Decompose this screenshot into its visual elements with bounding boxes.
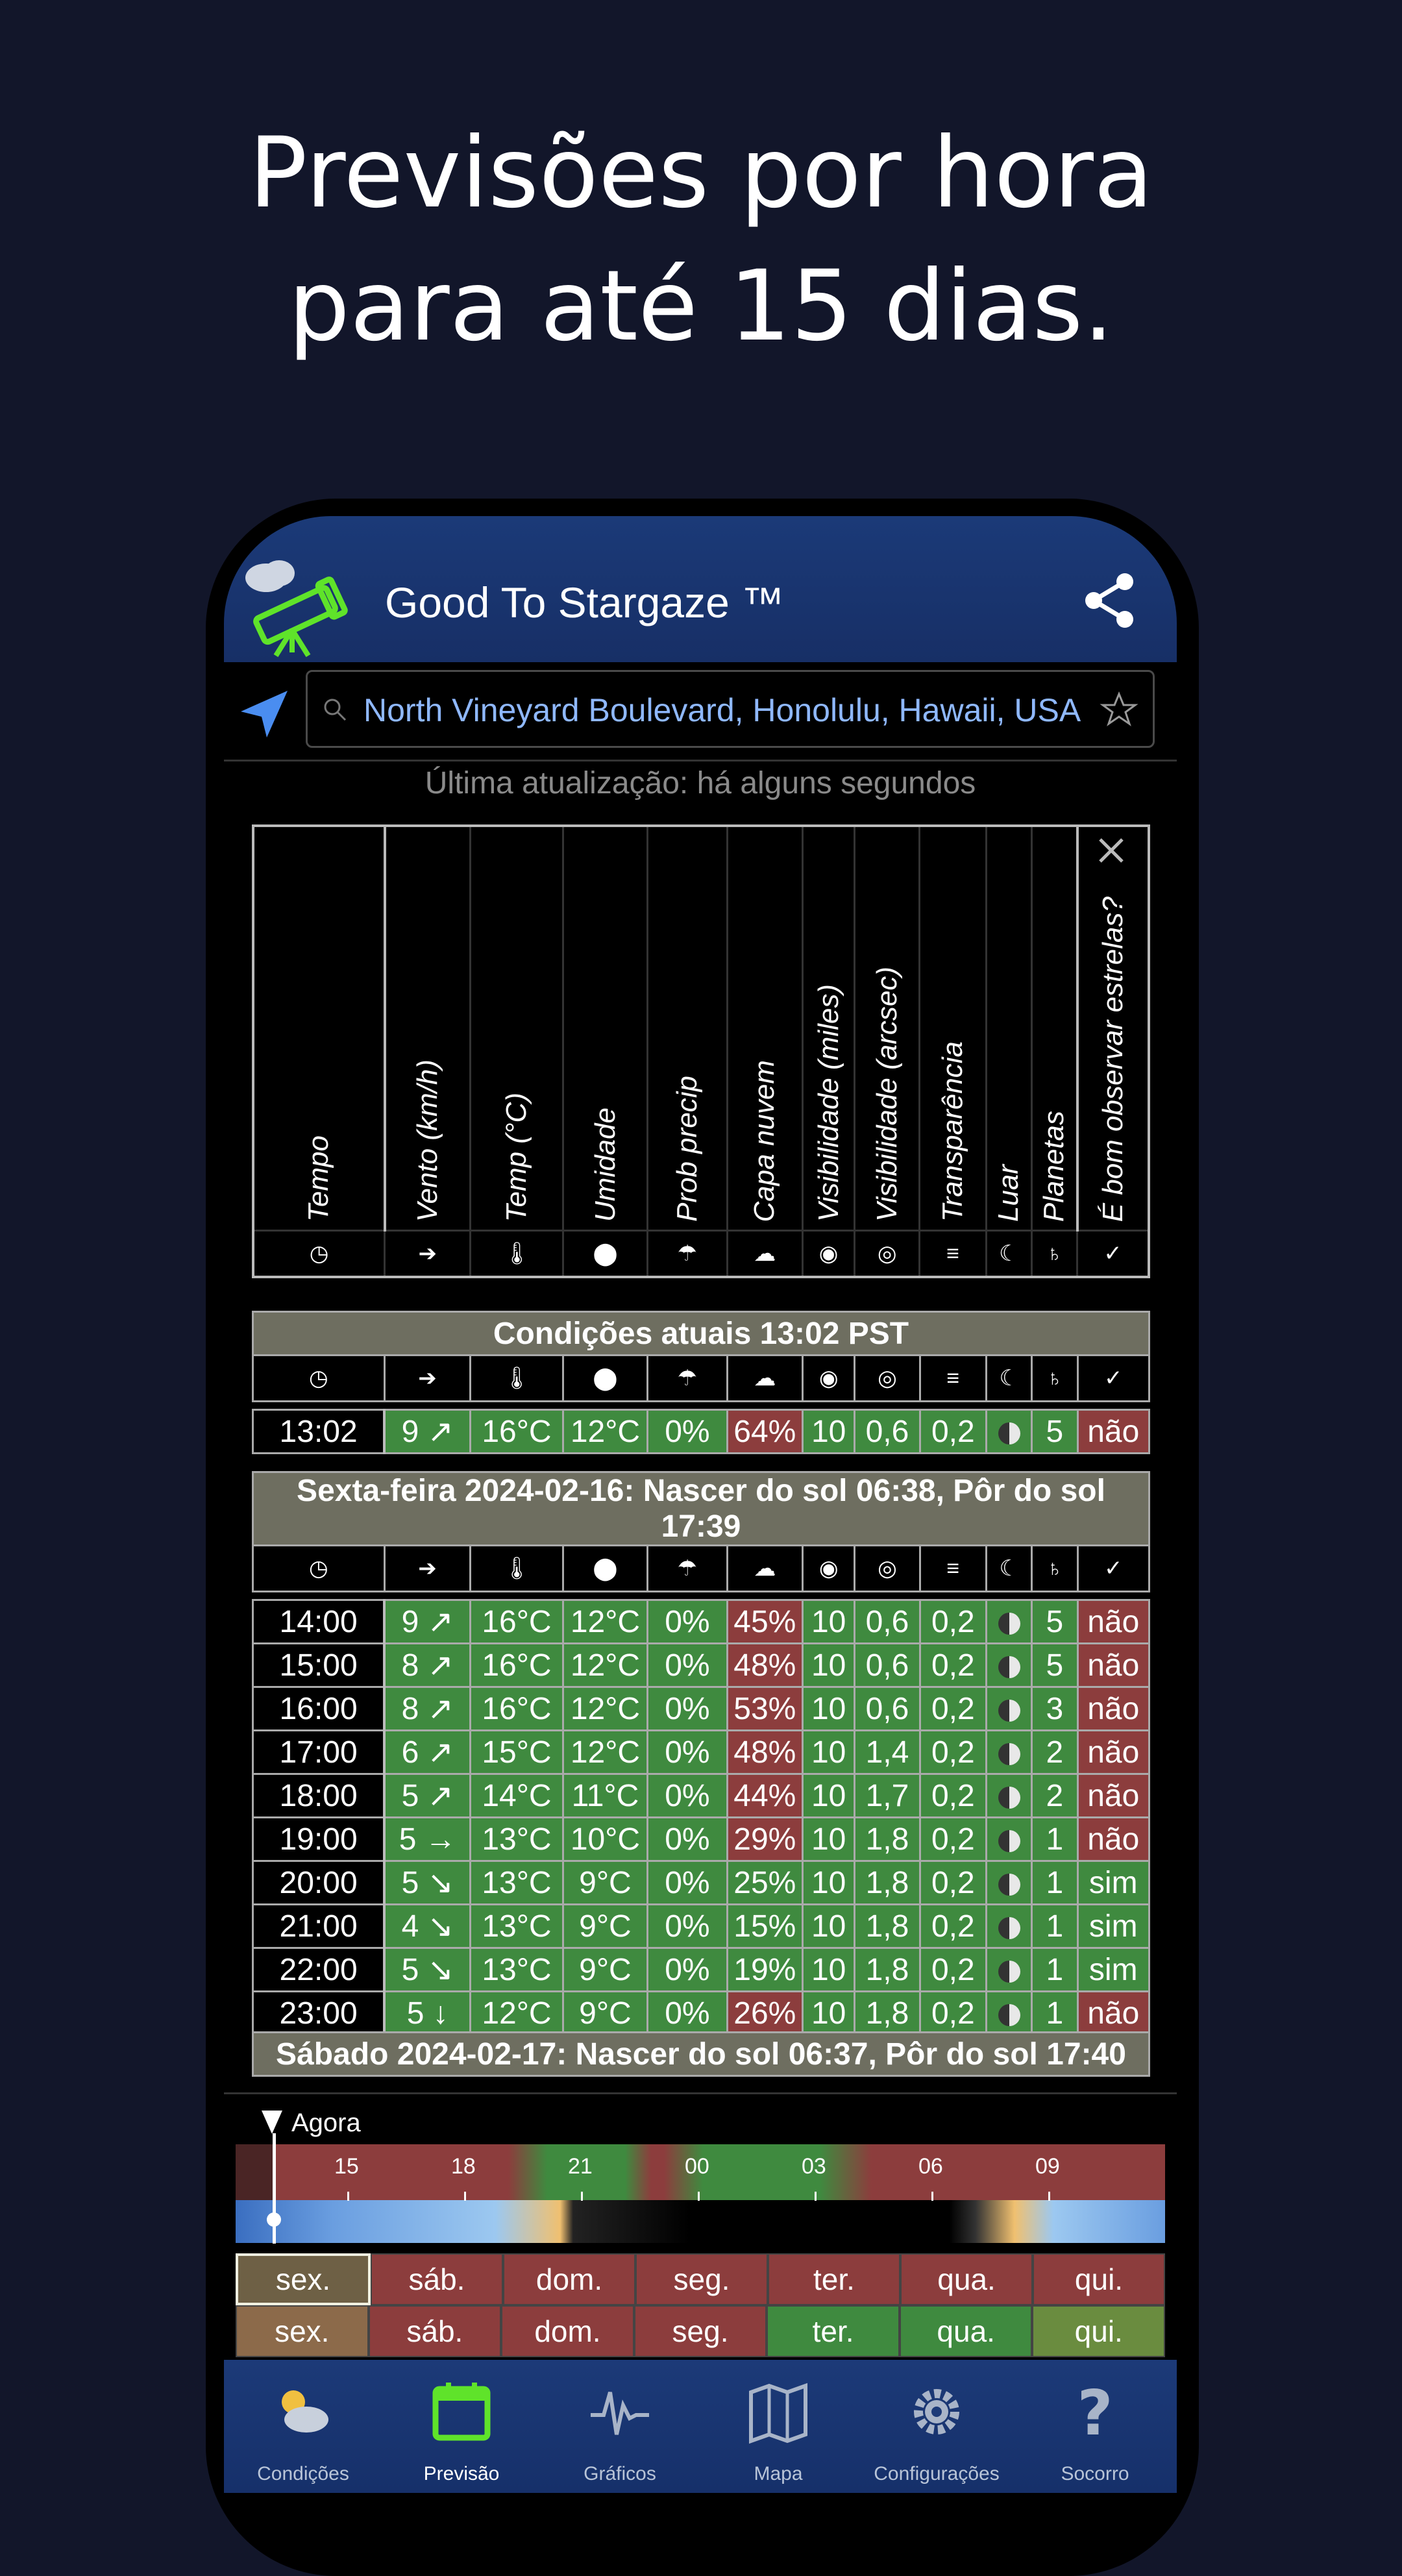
moon-phase-icon <box>987 1731 1032 1774</box>
column-header-label: Transparência <box>937 1041 969 1222</box>
cell-time: 19:00 <box>253 1818 385 1861</box>
cell-good: não <box>1077 1992 1149 2035</box>
timeline-tick <box>464 2192 466 2201</box>
eye-icon: ◉ <box>802 1231 854 1278</box>
svg-text:?: ? <box>1077 2379 1113 2444</box>
cell-cloud: 26% <box>727 1992 802 2035</box>
location-arrow-icon[interactable] <box>238 688 290 740</box>
cell-good: não <box>1077 1774 1149 1818</box>
day-button[interactable]: seg. <box>635 2253 768 2305</box>
moon-icon: ☾ <box>987 1356 1032 1402</box>
moon-phase-icon <box>987 1992 1032 2035</box>
cell-time: 15:00 <box>253 1644 385 1687</box>
cell-wind: 4 ↘ <box>384 1905 470 1948</box>
cell-seeing: 1,8 <box>855 1905 920 1948</box>
check-icon: ✓ <box>1077 1231 1149 1278</box>
moon-icon <box>998 1700 1020 1722</box>
column-header <box>920 826 986 1231</box>
cell-time: 13:02 <box>253 1410 385 1454</box>
cell-wind: 9 ↗ <box>384 1600 470 1644</box>
day-button[interactable]: qui. <box>1032 2305 1165 2357</box>
cell-seeing: 0,6 <box>855 1687 920 1731</box>
cell-dew: 11°C <box>563 1774 647 1818</box>
table-row <box>253 1644 1150 1687</box>
day-forecast-table <box>252 1471 1150 2036</box>
cell-precip: 0% <box>648 1687 727 1731</box>
cell-planets: 5 <box>1032 1600 1077 1644</box>
cell-seeing: 1,7 <box>855 1774 920 1818</box>
cell-seeing: 1,8 <box>855 1861 920 1905</box>
cell-transp: 0,2 <box>920 1818 986 1861</box>
thermometer-icon: 🌡 <box>471 1356 563 1402</box>
moon-phase-icon <box>987 1861 1032 1905</box>
cell-planets: 5 <box>1032 1644 1077 1687</box>
cloud-icon: ☁ <box>727 1546 802 1592</box>
column-header <box>1077 826 1149 1231</box>
cell-transp: 0,2 <box>920 1600 986 1644</box>
headline <box>0 107 1402 373</box>
cell-time: 21:00 <box>253 1905 385 1948</box>
day-button[interactable]: qua. <box>900 2253 1033 2305</box>
weather-icon <box>271 2379 336 2444</box>
cell-cloud: 64% <box>727 1410 802 1454</box>
eye-icon: ◉ <box>803 1546 855 1592</box>
day-button[interactable]: dom. <box>501 2305 634 2357</box>
cell-dew: 9°C <box>563 1992 647 2035</box>
day-button[interactable]: seg. <box>634 2305 767 2357</box>
cell-good: não <box>1077 1818 1149 1861</box>
eye-icon: ◉ <box>803 1356 855 1402</box>
cell-seeing: 1,4 <box>855 1731 920 1774</box>
cell-time: 22:00 <box>253 1948 385 1992</box>
cell-vis: 10 <box>803 1774 855 1818</box>
table-row <box>253 1731 1150 1774</box>
timeline-tick <box>931 2192 933 2201</box>
moon-phase-icon <box>987 1644 1032 1687</box>
nav-label: Socorro <box>1061 2463 1129 2484</box>
cell-wind: 9 ↗ <box>384 1410 470 1454</box>
cell-transp: 0,2 <box>920 1992 986 2035</box>
cell-temp: 16°C <box>471 1410 563 1454</box>
calendar-icon <box>429 2379 494 2444</box>
nav-help[interactable] <box>1016 2360 1174 2493</box>
moon-icon <box>998 2004 1020 2026</box>
cell-cloud: 45% <box>727 1600 802 1644</box>
moon-phase-icon <box>987 1410 1032 1454</box>
timeline-sky <box>236 2200 1165 2243</box>
column-header-label: Visibilidade (miles) <box>812 984 844 1222</box>
timeline-tick <box>347 2192 349 2201</box>
cell-vis: 10 <box>803 1644 855 1687</box>
moon-icon: ☾ <box>987 1546 1032 1592</box>
cell-good: sim <box>1077 1905 1149 1948</box>
cell-vis: 10 <box>803 1600 855 1644</box>
clock-icon: ◷ <box>253 1356 385 1402</box>
column-header <box>855 826 920 1231</box>
moon-phase-icon <box>987 1948 1032 1992</box>
moon-phase-icon <box>987 1687 1032 1731</box>
cell-temp: 13°C <box>471 1948 563 1992</box>
cell-vis: 10 <box>803 1948 855 1992</box>
cell-cloud: 44% <box>727 1774 802 1818</box>
now-marker-icon <box>262 2111 282 2134</box>
moon-icon <box>998 1613 1020 1635</box>
cell-planets: 1 <box>1032 1948 1077 1992</box>
nav-label: Previsão <box>423 2463 500 2484</box>
close-icon[interactable] <box>1095 834 1127 867</box>
app-bar <box>224 516 1177 662</box>
moon-icon <box>998 1743 1020 1765</box>
cell-wind: 5 ↘ <box>384 1948 470 1992</box>
table-row <box>253 1774 1150 1818</box>
cell-planets: 5 <box>1032 1410 1077 1454</box>
moon-icon <box>998 1830 1020 1852</box>
cell-precip: 0% <box>648 1600 727 1644</box>
column-header <box>253 826 385 1231</box>
column-header-label: Vento (km/h) <box>412 1059 444 1222</box>
column-header-label: Capa nuvem <box>748 1059 781 1222</box>
column-header-label: Umidade <box>589 1107 621 1222</box>
column-header-label: Temp (°C) <box>500 1092 533 1222</box>
timeline-hour-label: 15 <box>334 2154 359 2179</box>
cell-precip: 0% <box>648 1948 727 1992</box>
moon-phase-icon <box>987 1818 1032 1861</box>
cell-dew: 12°C <box>563 1731 647 1774</box>
cell-transp: 0,2 <box>920 1905 986 1948</box>
app-title: Good To Stargaze ™ <box>385 578 785 626</box>
cell-vis: 10 <box>803 1410 855 1454</box>
table-row <box>253 1992 1150 2035</box>
day-title: Sexta-feira 2024-02-16: Nascer do sol 06:38, Pôr do sol 17:39 <box>253 1472 1150 1546</box>
timeline-tick <box>581 2192 583 2201</box>
column-header-label: Planetas <box>1038 1110 1070 1222</box>
cell-temp: 13°C <box>471 1905 563 1948</box>
seeing-icon: ◎ <box>855 1356 920 1402</box>
cell-time: 17:00 <box>253 1731 385 1774</box>
nav-label: Configurações <box>874 2463 1000 2484</box>
now-line <box>273 2133 276 2244</box>
day2-forecast-table <box>252 2031 1150 2077</box>
cell-planets: 1 <box>1032 1905 1077 1948</box>
cell-dew: 9°C <box>563 1905 647 1948</box>
current-conditions-table <box>252 1311 1150 1454</box>
moon-phase-icon <box>987 1905 1032 1948</box>
cell-planets: 3 <box>1032 1687 1077 1731</box>
cell-wind: 8 ↗ <box>384 1687 470 1731</box>
moon-icon <box>998 1961 1020 1983</box>
last-updated: Última atualização: há alguns segundos <box>424 766 976 800</box>
cell-cloud: 25% <box>727 1861 802 1905</box>
cell-transp: 0,2 <box>920 1644 986 1687</box>
column-header-table <box>252 824 1150 1278</box>
cell-transp: 0,2 <box>920 1731 986 1774</box>
cell-cloud: 29% <box>727 1818 802 1861</box>
check-icon: ✓ <box>1077 1356 1149 1402</box>
moon-icon <box>998 1874 1020 1896</box>
nav-map[interactable] <box>699 2360 857 2493</box>
timeline-tick <box>698 2192 700 2201</box>
cell-precip: 0% <box>648 1905 727 1948</box>
cell-seeing: 0,6 <box>855 1644 920 1687</box>
pulse-chart-icon <box>587 2379 652 2444</box>
column-header-label: Visibilidade (arcsec) <box>870 967 903 1222</box>
timeline-tick <box>1048 2192 1050 2201</box>
cell-good: não <box>1077 1644 1149 1687</box>
cell-dew: 9°C <box>563 1861 647 1905</box>
thermometer-icon: 🌡 <box>471 1546 563 1592</box>
nav-label: Condições <box>257 2463 349 2484</box>
cell-planets: 2 <box>1032 1774 1077 1818</box>
column-header <box>986 826 1031 1231</box>
cell-planets: 1 <box>1032 1818 1077 1861</box>
transparency-icon: ≡ <box>920 1356 986 1402</box>
table-row <box>253 1818 1150 1861</box>
search-input[interactable] <box>306 670 1155 748</box>
cell-wind: 8 ↗ <box>384 1644 470 1687</box>
cell-time: 18:00 <box>253 1774 385 1818</box>
seeing-icon: ◎ <box>855 1231 920 1278</box>
cell-precip: 0% <box>648 1818 727 1861</box>
cell-planets: 2 <box>1032 1731 1077 1774</box>
search-query: North Vineyard Boulevard, Honolulu, Hawaii, USA <box>363 692 1081 728</box>
cell-seeing: 1,8 <box>855 1948 920 1992</box>
cloud-icon: ☁ <box>727 1231 802 1278</box>
cell-planets: 1 <box>1032 1861 1077 1905</box>
cell-cloud: 15% <box>727 1905 802 1948</box>
drop-icon: ⬤ <box>563 1546 647 1592</box>
app-screen <box>224 516 1177 2493</box>
cell-precip: 0% <box>648 1410 727 1454</box>
day-button[interactable]: sáb. <box>369 2305 502 2357</box>
cloud-icon: ☁ <box>727 1356 802 1402</box>
cell-vis: 10 <box>803 1818 855 1861</box>
timeline-tick <box>815 2192 817 2201</box>
moon-icon: ☾ <box>986 1231 1031 1278</box>
day-button[interactable]: ter. <box>767 2305 900 2357</box>
search-icon <box>322 697 348 723</box>
nav-settings[interactable] <box>857 2360 1016 2493</box>
nav-conditions[interactable] <box>224 2360 382 2493</box>
now-label: Agora <box>291 2109 361 2137</box>
moon-icon <box>998 1917 1020 1939</box>
wind-arrow-icon: ➔ <box>385 1231 471 1278</box>
table-row <box>253 1905 1150 1948</box>
timeline-hour-label: 00 <box>685 2154 709 2179</box>
telescope-logo-icon <box>240 549 350 659</box>
nav-forecast[interactable] <box>382 2360 541 2493</box>
column-header <box>385 826 471 1231</box>
cell-temp: 16°C <box>471 1600 563 1644</box>
day-button[interactable]: qua. <box>900 2305 1033 2357</box>
share-icon[interactable] <box>1081 571 1139 630</box>
cell-precip: 0% <box>648 1992 727 2035</box>
cell-cloud: 53% <box>727 1687 802 1731</box>
drop-icon: ⬤ <box>563 1356 647 1402</box>
day-button[interactable]: qui. <box>1033 2253 1165 2305</box>
column-header <box>727 826 802 1231</box>
cell-vis: 10 <box>803 1861 855 1905</box>
cell-transp: 0,2 <box>920 1861 986 1905</box>
day2-title: Sábado 2024-02-17: Nascer do sol 06:37, Pôr do sol 17:40 <box>253 2033 1150 2076</box>
cell-temp: 16°C <box>471 1687 563 1731</box>
cell-vis: 10 <box>803 1905 855 1948</box>
column-header <box>1031 826 1077 1231</box>
nav-label: Gráficos <box>584 2463 656 2484</box>
map-icon <box>746 2379 811 2444</box>
column-header <box>648 826 727 1231</box>
column-header <box>471 826 563 1231</box>
cell-wind: 5 ↓ <box>384 1992 470 2035</box>
moon-phase-icon <box>987 1774 1032 1818</box>
column-header-label: Luar <box>992 1164 1025 1222</box>
transparency-icon: ≡ <box>920 1231 986 1278</box>
column-header <box>563 826 647 1231</box>
cell-good: não <box>1077 1731 1149 1774</box>
cell-precip: 0% <box>648 1731 727 1774</box>
cell-wind: 5 ↘ <box>384 1861 470 1905</box>
wind-arrow-icon: ➔ <box>384 1356 470 1402</box>
cell-vis: 10 <box>803 1687 855 1731</box>
cell-good: não <box>1077 1687 1149 1731</box>
planet-icon: ♄ <box>1031 1231 1077 1278</box>
column-header-label: Prob precip <box>670 1075 703 1222</box>
rain-icon: ☂ <box>648 1231 727 1278</box>
cell-transp: 0,2 <box>920 1687 986 1731</box>
cell-temp: 14°C <box>471 1774 563 1818</box>
rain-icon: ☂ <box>648 1356 727 1402</box>
rain-icon: ☂ <box>648 1546 727 1592</box>
column-header-label: É bom observar estrelas? <box>1096 896 1129 1222</box>
favorite-star-icon[interactable] <box>1100 690 1138 729</box>
cell-transp: 0,2 <box>920 1774 986 1818</box>
nav-label: Mapa <box>754 2463 803 2484</box>
table-row <box>253 1861 1150 1905</box>
cell-vis: 10 <box>803 1992 855 2035</box>
nav-charts[interactable] <box>541 2360 699 2493</box>
cell-precip: 0% <box>648 1861 727 1905</box>
cell-time: 20:00 <box>253 1861 385 1905</box>
cell-transp: 0,2 <box>920 1948 986 1992</box>
wind-arrow-icon: ➔ <box>384 1546 470 1592</box>
cell-wind: 5 ↗ <box>384 1774 470 1818</box>
cell-wind: 5 → <box>384 1818 470 1861</box>
cell-good: sim <box>1077 1861 1149 1905</box>
cell-transp: 0,2 <box>920 1410 986 1454</box>
planet-icon: ♄ <box>1032 1356 1077 1402</box>
drop-icon: ⬤ <box>563 1231 647 1278</box>
cell-wind: 6 ↗ <box>384 1731 470 1774</box>
day-button[interactable]: sáb. <box>371 2253 503 2305</box>
thermometer-icon: 🌡 <box>471 1231 563 1278</box>
cell-cloud: 48% <box>727 1731 802 1774</box>
table-row <box>253 1687 1150 1731</box>
cell-seeing: 1,8 <box>855 1992 920 2035</box>
bottom-navigation <box>224 2360 1177 2493</box>
day-button[interactable]: sex. <box>236 2305 369 2357</box>
cell-seeing: 0,6 <box>855 1600 920 1644</box>
transparency-icon: ≡ <box>920 1546 986 1592</box>
cell-seeing: 0,6 <box>855 1410 920 1454</box>
cell-good: não <box>1077 1410 1149 1454</box>
gear-icon <box>904 2379 969 2444</box>
cell-precip: 0% <box>648 1644 727 1687</box>
moon-icon <box>998 1656 1020 1678</box>
planet-icon: ♄ <box>1032 1546 1077 1592</box>
cell-planets: 1 <box>1032 1992 1077 2035</box>
table-row <box>253 1948 1150 1992</box>
clock-icon: ◷ <box>253 1231 385 1278</box>
cell-dew: 9°C <box>563 1948 647 1992</box>
moon-phase-icon <box>987 1600 1032 1644</box>
cell-good: não <box>1077 1600 1149 1644</box>
day-button[interactable]: dom. <box>503 2253 635 2305</box>
day-button[interactable]: ter. <box>768 2253 900 2305</box>
cell-dew: 12°C <box>563 1644 647 1687</box>
seeing-icon: ◎ <box>855 1546 920 1592</box>
headline-line-2: para até 15 dias. <box>288 250 1114 363</box>
headline-line-1: Previsões por hora <box>249 117 1153 230</box>
cell-temp: 16°C <box>471 1644 563 1687</box>
cell-temp: 13°C <box>471 1861 563 1905</box>
moon-icon <box>998 1787 1020 1809</box>
column-header <box>802 826 854 1231</box>
cell-time: 14:00 <box>253 1600 385 1644</box>
cell-time: 16:00 <box>253 1687 385 1731</box>
cell-temp: 15°C <box>471 1731 563 1774</box>
current-conditions-title: Condições atuais 13:02 PST <box>253 1312 1150 1356</box>
cell-cloud: 19% <box>727 1948 802 1992</box>
cell-precip: 0% <box>648 1774 727 1818</box>
cell-time: 23:00 <box>253 1992 385 2035</box>
cell-seeing: 1,8 <box>855 1818 920 1861</box>
cell-dew: 12°C <box>563 1687 647 1731</box>
cell-dew: 12°C <box>563 1600 647 1644</box>
timeline-hour-label: 18 <box>451 2154 476 2179</box>
timeline-hour-label: 03 <box>802 2154 826 2179</box>
timeline-hour-label: 06 <box>918 2154 943 2179</box>
column-header-label: Tempo <box>302 1135 335 1222</box>
search-row <box>224 662 1177 762</box>
cell-temp: 13°C <box>471 1818 563 1861</box>
table-row <box>253 1410 1150 1454</box>
cell-temp: 12°C <box>471 1992 563 2035</box>
table-row <box>253 1600 1150 1644</box>
timeline-hour-label: 21 <box>568 2154 593 2179</box>
cell-dew: 12°C <box>563 1410 647 1454</box>
day-selector[interactable] <box>236 2253 1165 2357</box>
cell-cloud: 48% <box>727 1644 802 1687</box>
timeline-hour-label: 09 <box>1035 2154 1060 2179</box>
day-button[interactable]: sex. <box>236 2253 371 2305</box>
moon-icon <box>998 1422 1020 1444</box>
question-mark-icon <box>1063 2379 1127 2444</box>
cell-good: sim <box>1077 1948 1149 1992</box>
cell-vis: 10 <box>803 1731 855 1774</box>
cell-dew: 10°C <box>563 1818 647 1861</box>
clock-icon: ◷ <box>253 1546 385 1592</box>
check-icon: ✓ <box>1077 1546 1149 1592</box>
